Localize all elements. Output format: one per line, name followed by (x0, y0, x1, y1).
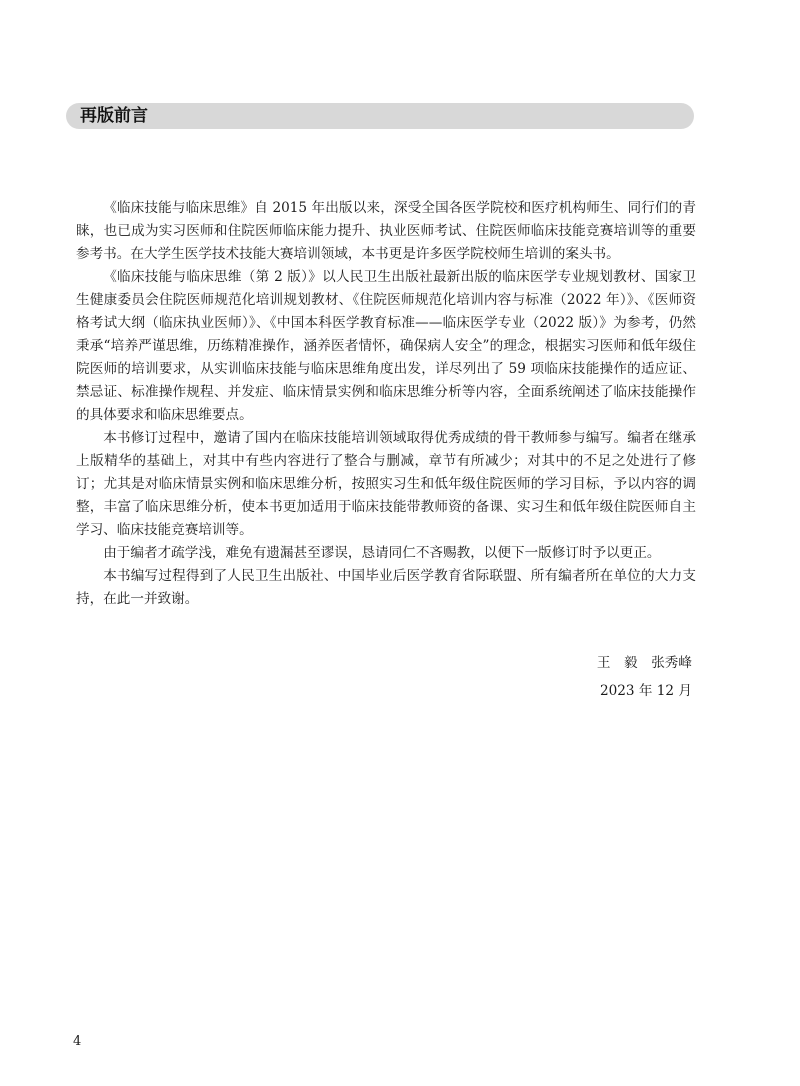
paragraph-3: 本书修订过程中，邀请了国内在临床技能培训领域取得优秀成绩的骨干教师参与编写。编者在继承上版精华的基础上，对其中有些内容进行了整合与删减，章节有所减少；对其中的不足之处进行了修订；尤其是对临床情景实例和临床思维分析，按照实习生和低年级住院医师的学习目标，予以内容的调整，丰富了临床思维分析，使本书更加适用于临床技能带教师资的备课、实习生和低年级住院医师自主学习、临床技能竞赛培训等。 (76, 430, 696, 538)
signature-authors: 王 毅 张秀峰 (596, 655, 692, 671)
paragraph-5: 本书编写过程得到了人民卫生出版社、中国毕业后医学教育省际联盟、所有编者所在单位的大力支持，在此一并致谢。 (76, 568, 696, 607)
paragraph-1: 《临床技能与临床思维》自 2015 年出版以来，深受全国各医学院校和医疗机构师生、同行们的青睐，也已成为实习医师和住院医师临床能力提升、执业医师考试、住院医师临床技能竞赛培训等的重要参考书。在大学生医学技术技能大赛培训领域，本书更是许多医学院校师生培训的案头书。 (76, 200, 696, 262)
paragraph-2: 《临床技能与临床思维（第 2 版）》以人民卫生出版社最新出版的临床医学专业规划教材、国家卫生健康委员会住院医师规范化培训规划教材、《住院医师规范化培训内容与标准（2022 年）》、《医师资格考试大纲（临床执业医师）》、《中国本科医学教育标准——临床医学专业（2022 版）》为参考，仍然秉承“培养严谨思维，历练精准操作，涵养医者情怀，确保病人安全”的理念，根据实习医师和低年级住院医师的培训要求，从实训临床技能与临床思维角度出发，详尽列出了 59 项临床技能操作的适应证、禁忌证、标准操作规程、并发症、临床情景实例和临床思维分析等内容，全面系统阐述了临床技能操作的具体要求和临床思维要点。 (76, 269, 696, 423)
section-heading-bar (66, 103, 694, 129)
paragraph-4: 由于编者才疏学浅，难免有遗漏甚至谬误，恳请同仁不吝赐教，以便下一版修订时予以更正。 (103, 545, 661, 561)
page-number: 4 (73, 1034, 82, 1049)
page-title: 再版前言 (80, 106, 148, 126)
signature-date: 2023 年 12 月 (599, 683, 692, 699)
preface-body (76, 197, 696, 611)
